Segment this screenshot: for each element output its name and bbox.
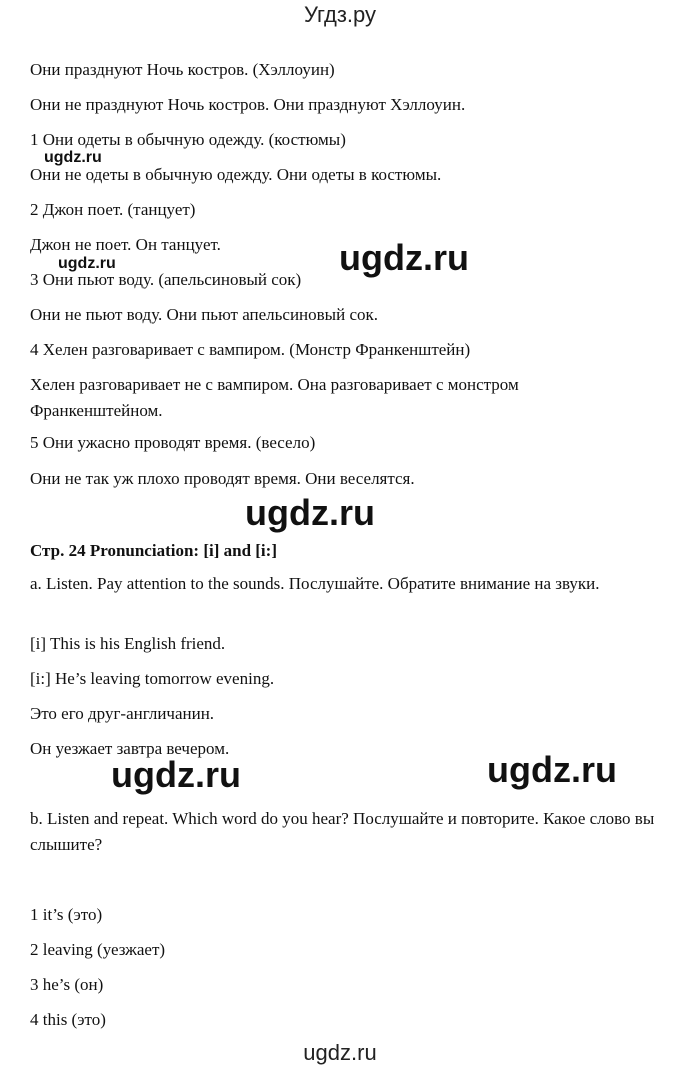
list-item: 1 it’s (это) <box>30 905 103 924</box>
list-item: 3 he’s (он) <box>30 975 104 994</box>
text-line: a. Listen. Pay attention to the sounds. Послушайте. Обратите внимание на звуки. <box>30 574 600 593</box>
watermark-large: ugdz.ru <box>245 492 375 533</box>
watermark-large: ugdz.ru <box>339 237 469 278</box>
list-item: 2 leaving (уезжает) <box>30 940 166 959</box>
text-line: Джон не поет. Он танцует. <box>30 235 221 254</box>
watermark-small: ugdz.ru <box>44 149 102 166</box>
text-line: Они не так уж плохо проводят время. Они веселятся. <box>30 469 415 488</box>
text-line: 5 Они ужасно проводят время. (весело) <box>30 433 316 452</box>
text-line: Они празднуют Ночь костров. (Хэллоуин) <box>30 60 335 79</box>
watermark-large: ugdz.ru <box>487 749 617 790</box>
text-line: Они не празднуют Ночь костров. Они празднуют Хэллоуин. <box>30 95 466 114</box>
text-line: 4 Хелен разговаривает с вампиром. (Монстр Франкенштейн) <box>30 340 471 359</box>
text-line: Они не одеты в обычную одежду. Они одеты в костюмы. <box>30 165 442 184</box>
page-header-site: Угдз.ру <box>303 2 377 27</box>
text-line: [i:] He’s leaving tomorrow evening. <box>30 669 275 688</box>
text-line: 1 Они одеты в обычную одежду. (костюмы) <box>30 130 346 149</box>
watermark-small: ugdz.ru <box>58 255 116 272</box>
text-line: 2 Джон поет. (танцует) <box>30 200 196 219</box>
text-line: 3 Они пьют воду. (апельсиновый сок) <box>30 270 302 289</box>
text-line: Хелен разговаривает не с вампиром. Она разговаривает с монстром Франкенштейном. <box>30 375 519 420</box>
page-footer-site: ugdz.ru <box>303 1040 377 1065</box>
text-line: b. Listen and repeat. Which word do you hear? Послушайте и повторите. Какое слово вы слышите? <box>30 809 655 854</box>
section-heading: Стр. 24 Pronunciation: [i] and [i:] <box>30 541 277 560</box>
watermark-large: ugdz.ru <box>111 754 241 795</box>
text-line: Они не пьют воду. Они пьют апельсиновый сок. <box>30 305 379 324</box>
text-line: Он уезжает завтра вечером. <box>30 739 230 758</box>
list-item: 4 this (это) <box>30 1010 106 1029</box>
text-line: Это его друг-англичанин. <box>30 704 215 723</box>
text-line: [i] This is his English friend. <box>30 634 226 653</box>
